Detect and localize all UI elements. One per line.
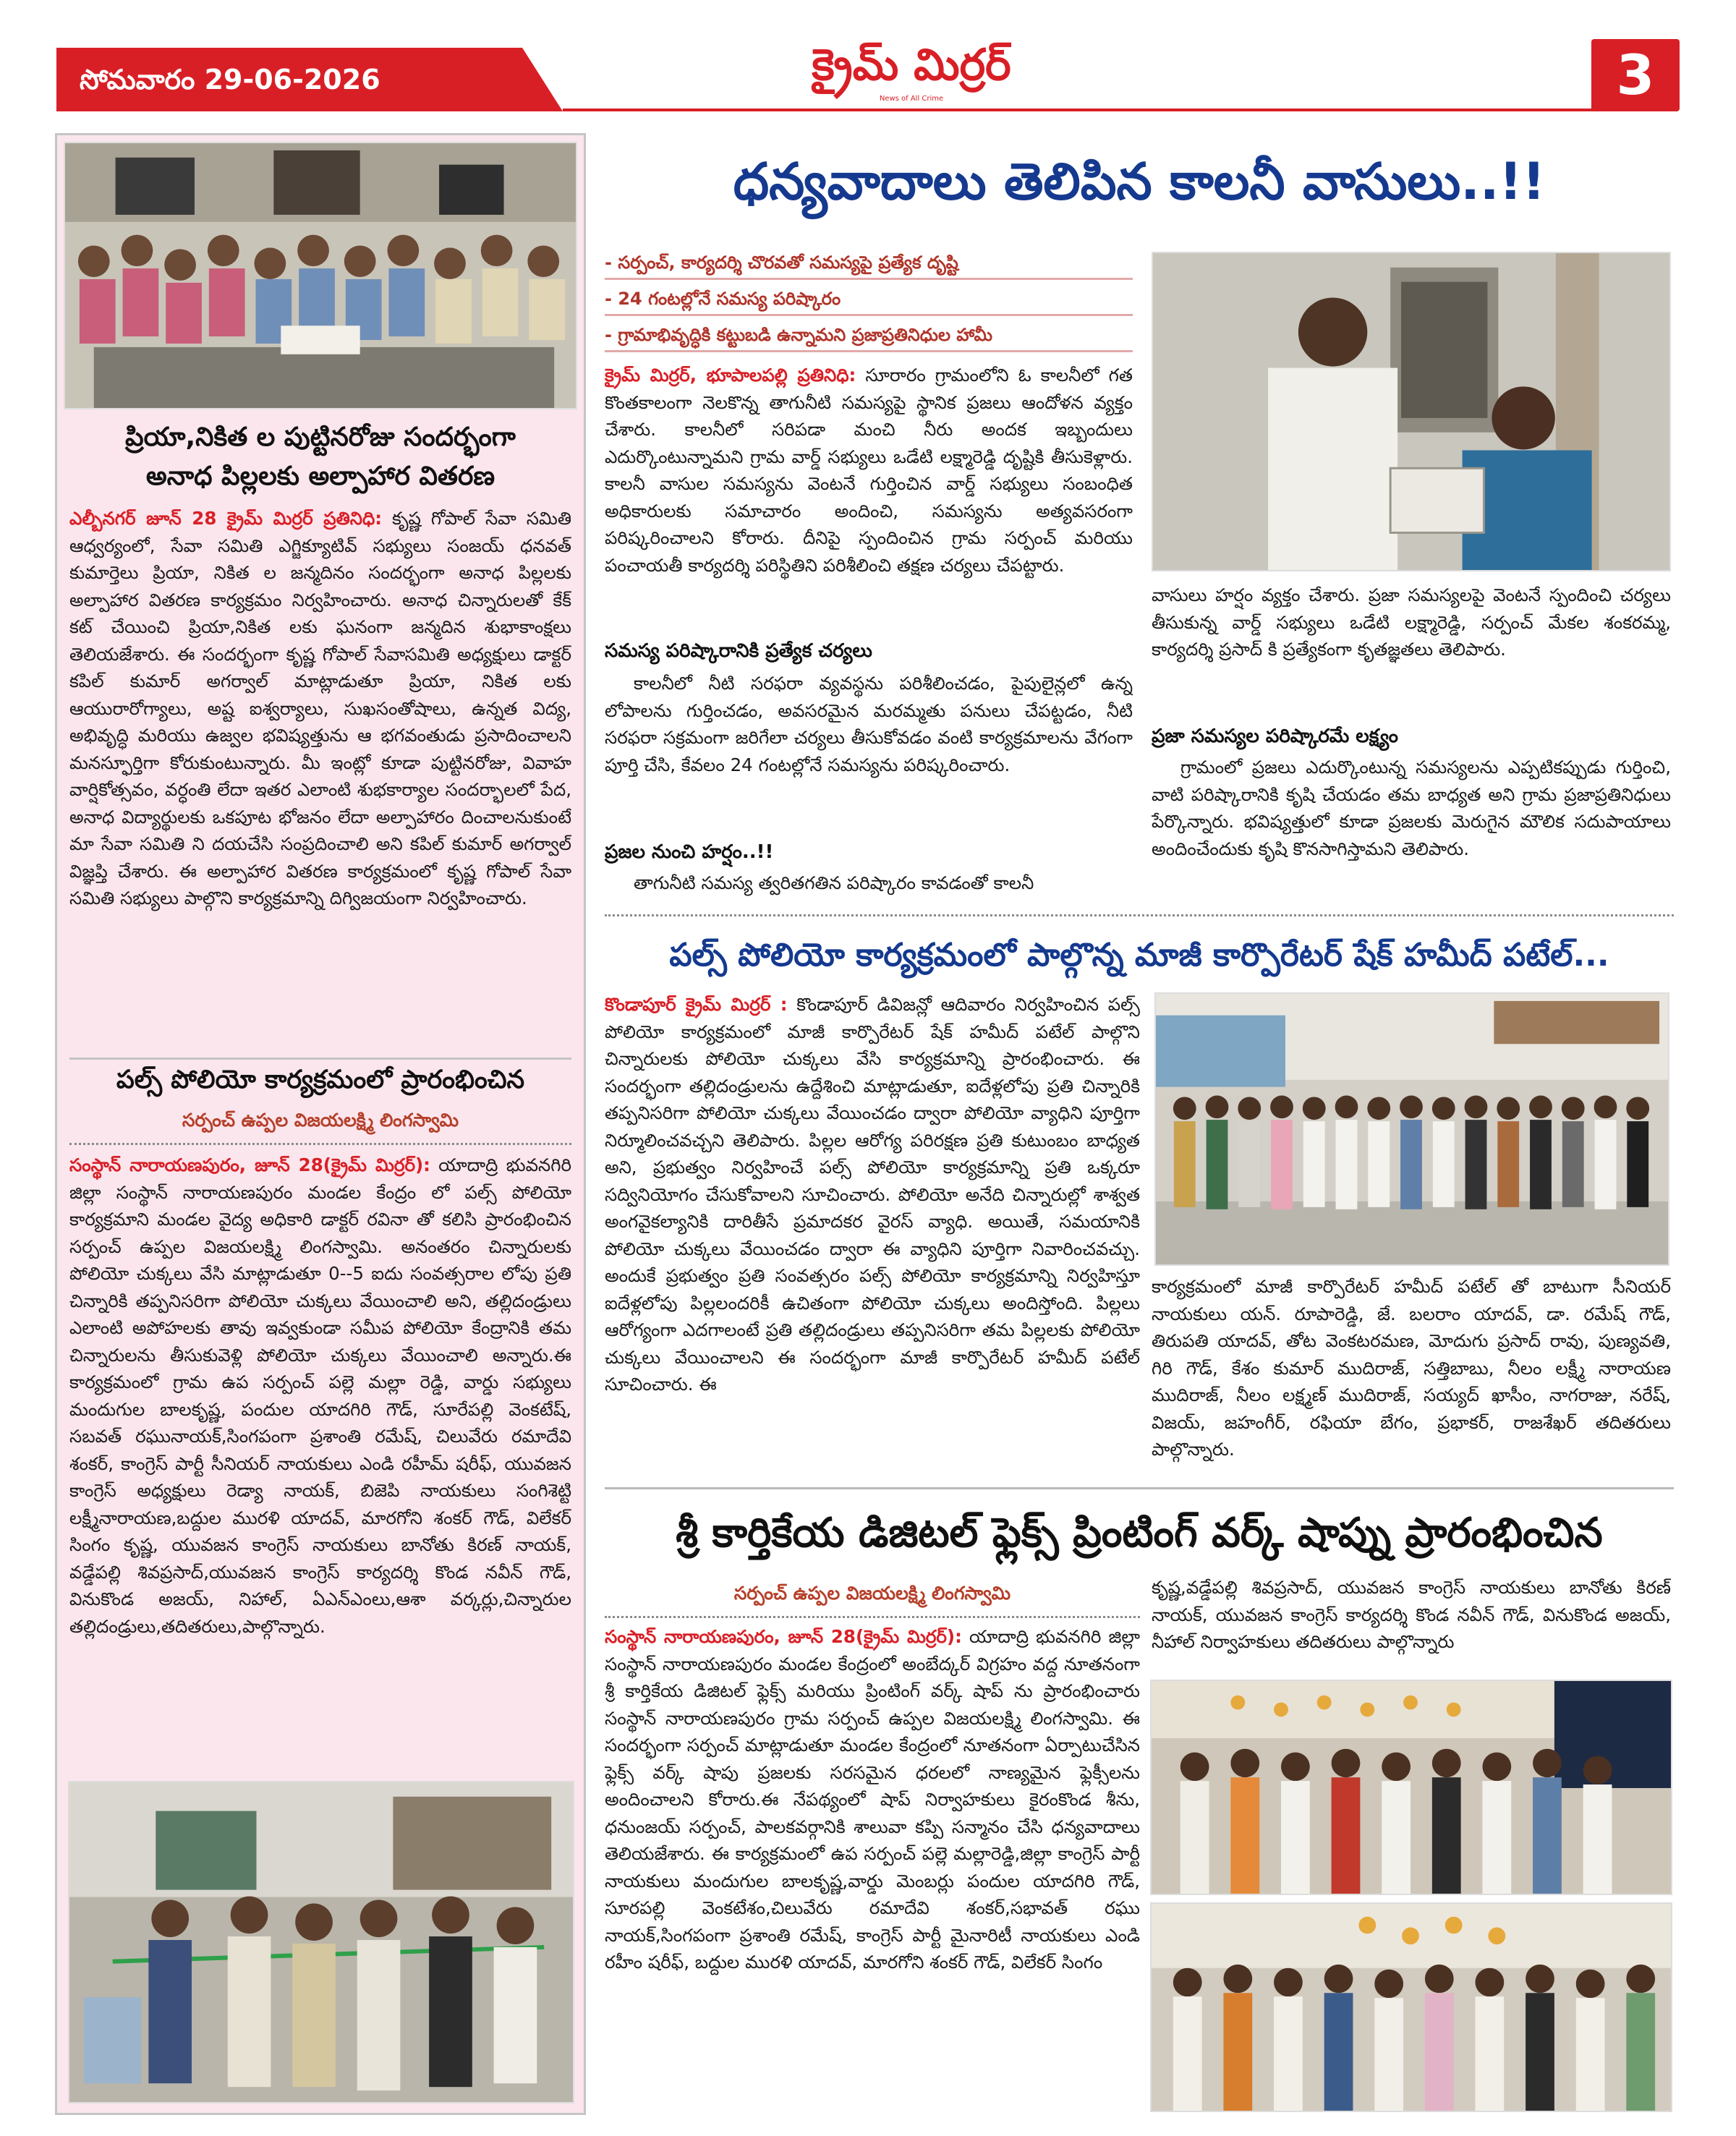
story2-title: పల్స్ పోలియో కార్యక్రమంలో ప్రారంభించిన [116,1065,525,1094]
mid-story-headline: పల్స్ పోలియో కార్యక్రమంలో పాల్గొన్న మాజీ కార్పొరేటర్ షేక్ హమీద్ పటేల్... [669,937,1609,974]
page-number: 3 [1591,39,1680,111]
mid-story-bottom-rule [605,1487,1674,1489]
flex-shop-photo-2 [1150,1902,1672,2112]
bottom-story-headline: శ్రీ కార్తికేయ డిజిటల్ ఫ్లెక్స్ ప్రింటింగ్ వర్క్ షాప్ను ప్రారంభించిన [676,1510,1603,1557]
story2-text: యాదాద్రి భువనగిరి జిల్లా సంస్థాన్ నారాయణపురం మండల కేంద్రం లో పల్స్ పోలియో కార్యక్రమాని మండల వైద్య అధికారి డాక్టర్ రవినా తో కలిసి ప్రారంభించిన సర్పంచ్ ఉప్పల విజయలక్ష్మి లింగస్వామి. అనంతరం చిన్నారులకు పోలియో చుక్కలు వేసి మాట్లాడుతూ 0--5 ఐదు సంవత్సరాల లోపు ప్రతి చిన్నారికి తప్పనిసరిగా పోలియో చుక్కలు వేయించాలి అని, తల్లిదండ్రులు ఎలాంటి అపోహలకు తావు ఇవ్వకుండా సమీప పోలియో కేంద్రానికి తమ చిన్నారులను తీసుకువెళ్లి పోలియో చుక్కలు వేయించాలి అన్నారు.ఈ కార్యక్రమంలో గ్రామ ఉప సర్పంచ్ పల్లె మల్లా రెడ్డి, వార్డు సభ్యులు మందుగుల బాలకృష్ణ, పందుల యాదగిరి గౌడ్, సూరేపల్లి వెంకటేష్, సబవత్ రఘునాయక్,సింగపంగా ప్రశాంతి రమేష్, చిలువేరు రమాదేవి శంకర్, కాంగ్రెస్ పార్టీ సీనియర్ నాయకులు ఎండి రహీమ్ షరీఫ్, యువజన కాంగ్రెస్ అధ్యక్షులు రెడ్యా నాయక్, బిజెపి నాయకులు సంగిశెట్టి లక్ష్మీనారాయణ,బద్దుల మురళి యాదవ్, మారగోని శంకర్ గౌడ్, విలేకర్ సింగం కృష్ణ, యువజన కాంగ్రెస్ నాయకులు బానోతు కిరణ్ నాయక్, వడ్డేపల్లి శివప్రసాద్,యువజన కాంగ్రెస్ కార్యదర్శి కొండ నవీన్ గౌడ్, వినుకొండ అజయ్, నిహాల్, ఏఎన్ఎంలు,ఆశా వర్కర్లు,చిన్నారుల తల్లిదండ్రులు,తదితరులు,పాల్గొన్నారు. [69,1154,571,1637]
top-story-text1: సూరారం గ్రామంలోని ఓ కాలనీలో గత కొంతకాలంగా నెలకొన్న తాగునీటి సమస్యపై స్థానిక ప్రజలు ఆందోళన వ్యక్తం చేశారు. కాలనీలో సరిపడా మంచి నీరు అందక ఇబ్బందులు ఎదుర్కొంటున్నామని గ్రామ వార్డ్ సభ్యులు ఒడేటి లక్ష్మారెడ్డి దృష్టికి తీసుకెళ్లారు. కాలనీ వాసుల సమస్యను వెంటనే గుర్తించిన వార్డ్ సభ్యులు సంబంధిత అధికారులకు సమాచారం అందించి, సమస్యను అత్యవసరంగా పరిష్కరించాలని కోరారు. దీనిపై స్పందించిన గ్రామ సర్పంచ్ మరియు పంచాయతీ కార్యదర్శి పరిస్థితిని పరిశీలించి తక్షణ చర్యలు చేపట్టారు. [605,365,1133,576]
top-bullet-2: - 24 గంటల్లోనే సమస్య పరిష్కారం [605,289,841,309]
story1-dateline: ఎల్బీనగర్ జూన్ 28 క్రైమ్ మిర్రర్ ప్రతినిధి: [69,508,383,529]
birthday-photo [64,142,577,409]
top-story-para5: గ్రామంలో ప్రజలు ఎదుర్కొంటున్న సమస్యలను ఎప్పటికప్పుడు గుర్తించి, వాటి పరిష్కారానికి కృషి చేయడం తమ బాధ్యత అని గ్రామ ప్రజాప్రతినిధులు పేర్కొన్నారు. భవిష్యత్తులో కూడా ప్రజలకు మెరుగైన మౌలిక సదుపాయాలు అందించేందుకు కృషి కొనసాగిస్తామని తెలిపారు. [1152,757,1671,859]
top-story-sub1: సమస్య పరిష్కారానికి ప్రత్యేక చర్యలు [605,640,872,662]
top-story-dateline: క్రైమ్ మిర్రర్, భూపాలపల్లి ప్రతినిధి: [605,365,856,386]
story2-dotted-rule [69,1143,571,1145]
mid-story-text: కొండాపూర్ డివిజన్లో ఆదివారం నిర్వహించిన పల్స్ పోలియో కార్యక్రమంలో మాజీ కార్పొరేటర్ షేక్ హమీద్ పటేల్ పాల్గొని చిన్నారులకు పోలియో చుక్కలు వేసి కార్యక్రమాన్ని ప్రారంభించారు. ఈ సందర్భంగా తల్లిదండ్రులను ఉద్దేశించి మాట్లాడుతూ, ఐదేళ్లలోపు ప్రతి చిన్నారికి తప్పనిసరిగా పోలియో చుక్కలు వేయించడం ద్వారా పోలియో వ్యాధిని పూర్తిగా నిర్మూలించవచ్చని తెలిపారు. పిల్లల ఆరోగ్య పరిరక్షణ ప్రతి కుటుంబం బాధ్యత అని, ప్రభుత్వం నిర్వహించే పల్స్ పోలియో కార్యక్రమాన్ని ప్రతి ఒక్కరూ సద్వినియోగం చేసుకోవాలని సూచించారు. పోలియో అనేది చిన్నారుల్లో శాశ్వత అంగవైకల్యానికి దారితీసే ప్రమాదకర వైరస్ వ్యాధి. అయితే, సమయానికి పోలియో చుక్కలు వేయించడం ద్వారా ఈ వ్యాధిని పూర్తిగా నివారించవచ్చు. అందుకే ప్రభుత్వం ప్రతి సంవత్సరం పల్స్ పోలియో కార్యక్రమాన్ని నిర్వహిస్తూ ఐదేళ్లలోపు పిల్లలందరికీ ఉచితంగా పోలియో చుక్కలు అందిస్తోంది. పిల్లలు ఆరోగ్యంగా ఎదగాలంటే ప్రతి తల్లిదండ్రులు తప్పనిసరిగా తమ పిల్లలకు పోలియో చుక్కలు వేయించాలని ఈ సందర్భంగా మాజీ కార్పొరేటర్ హమీద్ పటేల్ సూచించారు. ఈ [605,994,1140,1395]
story1-body [69,505,571,1049]
top-story-bottom-rule [605,914,1674,916]
left-divider [69,1058,571,1060]
top-story-headline: ధన్యవాదాలు తెలిపిన కాలనీ వాసులు..!! [733,152,1546,211]
bottom-story-subtitle: సర్పంచ్ ఉప్పల విజయలక్ష్మి లింగస్వామి [733,1583,1011,1604]
story2-dateline: సంస్థాన్ నారాయణపురం, జూన్ 28(క్రైమ్ మిర్రర్): [69,1154,430,1175]
bottom-story-text: యాదాద్రి భువనగిరి జిల్లా సంస్థాన్ నారాయణపురం మండల కేంద్రంలో అంబేద్కర్ విగ్రహం వద్ద నూతనంగా శ్రీ కార్తికేయ డిజిటల్ ఫ్లెక్స్ మరియు ప్రింటింగ్ వర్క్ షాప్ ను ప్రారంభించారు సంస్థాన్ నారాయణపురం గ్రామ సర్పంచ్ ఉప్పల విజయలక్ష్మి లింగస్వామి. ఈ సందర్భంగా సర్పంచ్ మాట్లాడుతూ మండల కేంద్రంలో నూతనంగా ఏర్పాటుచేసిన ఫ్లెక్స్ వర్క్ షాపు ప్రజలకు సరసమైన ధరలలో నాణ్యమైన ఫ్లెక్సీలను అందించాలని కోరారు.ఈ నేపథ్యంలో షాప్ నిర్వాహకులు కైరంకొండ శీను, ధనుంజయ్ సర్పంచ్, పాలకవర్గానికి శాలువా కప్పి సన్మానం చేసి ధన్యవాదాలు తెలియజేశారు. ఈ కార్యక్రమంలో ఉప సర్పంచ్ పల్లె మల్లారెడ్డి,జిల్లా కాంగ్రెస్ పార్టీ నాయకులు మందుగుల బాలకృష్ణ,వార్డు మెంబర్లు పందుల యాదగిరి గౌడ్, సూరపల్లి వెంకటేశం,చిలువేరు రమాదేవి శంకర్,సభావత్ రఘు నాయక్,సింగపంగా ప్రశాంతి రమేష్, కాంగ్రెస్ పార్టీ మైనారిటీ నాయకులు ఎండి రహీం షరీఫ్, బద్దుల మురళి యాదవ్, మారగోని శంకర్ గౌడ్, విలేకర్ సింగం [605,1626,1140,1973]
bullet-rule-3 [605,350,1133,352]
bottom-story-continuation: కృష్ణ,వడ్డేపల్లి శివప్రసాద్, యువజన కాంగ్రెస్ నాయకులు బానోతు కిరణ్ నాయక్, యువజన కాంగ్రెస్ కార్యదర్శి కొండ నవీన్ గౌడ్, వినుకొండ అజయ్, నీహాల్ నిర్వాహకులు తదితరులు పాల్గొన్నారు [1152,1577,1671,1652]
flex-shop-photo-1 [1150,1680,1672,1895]
top-story-para4: వాసులు హర్షం వ్యక్తం చేశారు. ప్రజా సమస్యలపై వెంటనే స్పందించి చర్యలు తీసుకున్న వార్డ్ సభ్యులు ఒడేటి లక్ష్మారెడ్డి, సర్పంచ్ మేకల శంకరమ్మ, కార్యదర్శి ప్రసాద్ కి ప్రత్యేకంగా కృతజ్ఞతలు తెలిపారు. [1152,584,1671,660]
logo-tagline: News of All Crime [879,95,944,103]
bullet-rule-1 [605,278,1133,280]
bottom-story-body [605,1623,1140,2115]
top-story-para1 [605,362,1133,631]
top-story-sub2: ప్రజల నుంచి హర్షం..!! [605,841,774,863]
bottom-story-dateline: సంస్థాన్ నారాయణపురం, జూన్ 28(క్రైమ్ మిర్రర్): [605,1626,962,1647]
newspaper-logo [781,36,1042,108]
top-story-sub3: ప్రజా సమస్యల పరిష్కారమే లక్ష్యం [1152,726,1398,747]
bottom-story-dotted-rule [605,1616,1140,1618]
bullet-rule-2 [605,314,1133,316]
mid-story-body [605,991,1140,1480]
story1-text: కృష్ణ గోపాల్ సేవా సమితి ఆధ్వర్యంలో, సేవా సమితి ఎగ్జిక్యూటివ్ సభ్యులు సంజయ్ ధనవత్ కుమార్తెలు ప్రియా, నికిత ల జన్మదినం సందర్భంగా అనాధ పిల్లలకు అల్పాహార వితరణ కార్యక్రమం నిర్వహించారు. అనాధ చిన్నారులతో కేక్ కట్ చేయించి ప్రియా,నికిత లకు ఘనంగా జన్మదిన శుభాకాంక్షలు తెలియజేశారు. ఈ సందర్భంగా కృష్ణ గోపాల్ సేవాసమితి అధ్యక్షులు డాక్టర్ కపిల్ కుమార్ అగర్వాల్ మాట్లాడుతూ ప్రియా, నికిత లకు ఆయురారోగ్యాలు, అష్ట ఐశ్వర్యాలు, సుఖసంతోషాలు, ఉన్నత విద్య, అభివృద్ధి మరియు ఉజ్వల భవిష్యత్తును ఆ భగవంతుడు ప్రసాదించాలని మనస్ఫూర్తిగా కోరుకుంటున్నారు. మీ ఇంట్లో కూడా పుట్టినరోజు, వివాహ వార్షికోత్సవం, వర్ధంతి లేదా ఇతర ఎలాంటి శుభకార్యాల సందర్భాలలో పేద, అనాధ విద్యార్థులకు ఒకపూట భోజనం లేదా అల్పాహారం దించాలనుకుంటే మా సేవా సమితి ని దయచేసి సంప్రదించాలి అని కపిల్ కుమార్ అగర్వాల్ విజ్ఞప్తి చేశారు. ఈ అల్పాహార వితరణ కార్యక్రమంలో కృష్ణ గోపాల్ సేవా సమితి సభ్యులు పాల్గొని కార్యక్రమాన్ని దిగ్విజయంగా నిర్వహించారు. [69,508,571,909]
polio-inauguration-photo [68,1781,574,2103]
story2-subtitle: సర్పంచ్ ఉప్పల విజయలక్ష్మి లింగస్వామి [182,1110,459,1131]
masthead-rule [563,108,1626,111]
story1-title-line1: ప్రియా,నికిత ల పుట్టినరోజు సందర్భంగా [125,422,516,452]
mid-story-caption: కార్యక్రమంలో మాజీ కార్పొరేటర్ హమీద్ పటేల్ తో బాటుగా సీనియర్ నాయకులు యన్. రూపారెడ్డి, జే. బలరాం యాదవ్, డా. రమేష్ గౌడ్, తిరుపతి యాదవ్, తోట వెంకటరమణ, మోదుగు ప్రసాద్ రావు, పుణ్యవతి, గిరి గౌడ్, కేశం కుమార్ ముదిరాజ్, సత్తిబాబు, నీలం లక్ష్మీ నారాయణ ముదిరాజ్, నీలం లక్ష్మణ్ ముదిరాజ్, సయ్యద్ ఖాసీం, నాగరాజు, నరేష్, విజయ్, జహంగీర్, రఫియా బేగం, ప్రభాకర్, రాజశేఖర్ తదితరులు పాల్గొన్నారు. [1152,1276,1671,1460]
story1-title-line2: అనాధ పిల్లలకు అల్పాహార వితరణ [145,461,495,491]
logo-text: క్రైమ్ మిర్రర్ [812,40,1011,90]
mid-story-dateline: కొండాపూర్ క్రైమ్ మిర్రర్ : [605,994,788,1015]
top-bullet-1: - సర్పంచ్, కార్యదర్శి చొరవతో సమస్యపై ప్రత్యేక దృష్టి [605,252,958,273]
top-bullet-3: - గ్రామాభివృద్ధికి కట్టుబడి ఉన్నామని ప్రజాప్రతినిధుల హామీ [605,325,993,345]
story2-body [69,1152,571,1774]
top-story-para2: కాలనీలో నీటి సరఫరా వ్యవస్థను పరిశీలించడం, పైపులైన్లలో ఉన్న లోపాలను గుర్తించడం, అవసరమైన మరమ్మతు పనులు చేపట్టడం, నీటి సరఫరా సక్రమంగా జరిగేలా చర్యలు తీసుకోవడం వంటి కార్యక్రమాలను వేగంగా పూర్తి చేసి, కేవలం 24 గంటల్లోనే సమస్యను పరిష్కరించారు. [605,673,1133,775]
polio-event-group-photo [1154,992,1669,1266]
masthead [0,0,1736,123]
water-issue-photo [1152,252,1671,571]
top-story-para3: తాగునీటి సమస్య త్వరితగతిన పరిష్కారం కావడంతో కాలనీ [634,872,1034,893]
issue-date: సోమవారం 29-06-2026 [80,64,380,95]
